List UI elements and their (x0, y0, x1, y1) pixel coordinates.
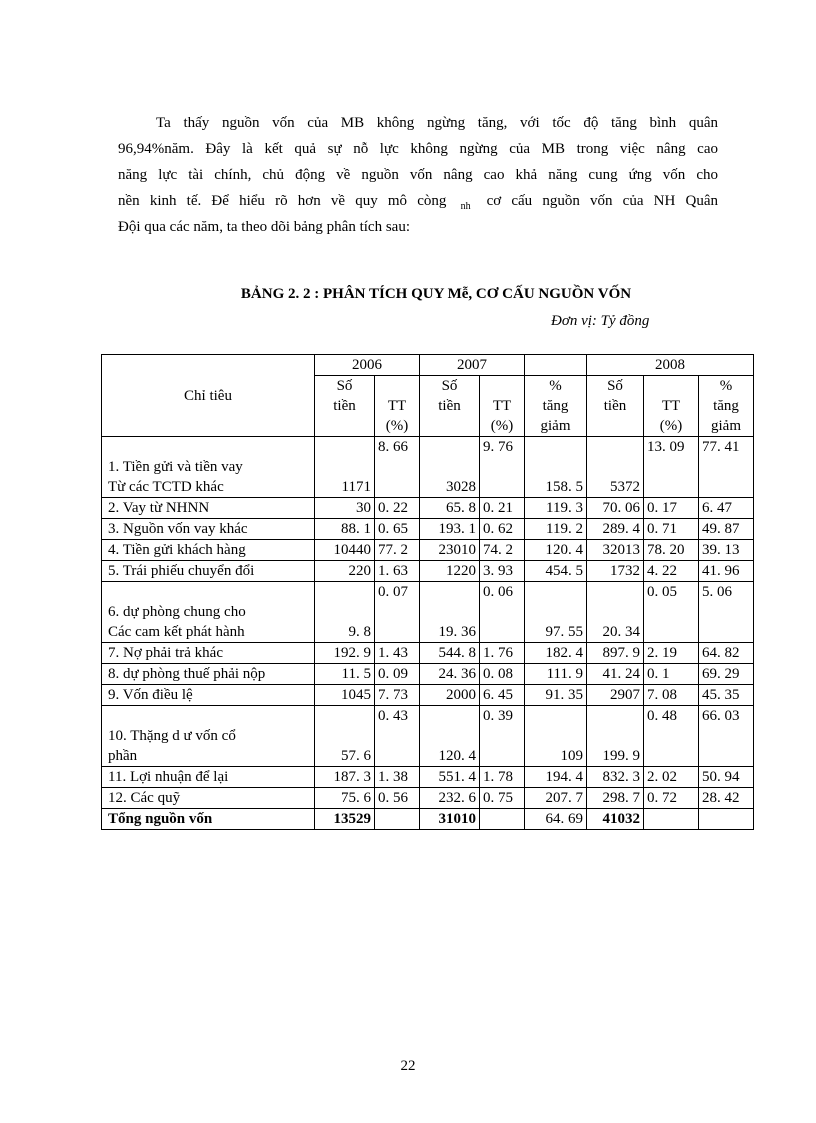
change-2007-cell: 120. 4 (525, 540, 587, 561)
total-amount-2006: 13529 (315, 809, 375, 830)
row-label: 1. Tiền gửi và tiền vay Từ các TCTD khác (102, 437, 315, 498)
table-row (102, 582, 754, 643)
amount-2007-cell: 24. 36 (420, 664, 480, 685)
empty-cell (375, 809, 420, 830)
row-label: 8. dự phòng thuế phải nộp (102, 664, 315, 685)
share-2006-cell: 8. 66 (375, 437, 420, 498)
share-2006-cell: 1. 38 (375, 767, 420, 788)
share-2006-cell: 77. 2 (375, 540, 420, 561)
page-number: 22 (400, 1058, 416, 1074)
intro-paragraph (118, 110, 718, 240)
table-title-prefix: BẢNG 2. 2 : (240, 286, 320, 302)
share-2006-cell: 0. 22 (375, 498, 420, 519)
change-2008-cell: 66. 03 (699, 706, 754, 767)
pct-change-header: % tăng giảm (525, 376, 587, 437)
header-row-years (102, 355, 754, 376)
change-2007-cell: 207. 7 (525, 788, 587, 809)
empty-cell (699, 809, 754, 830)
table-title (0, 286, 816, 303)
amount-2006-cell: 1045 (315, 685, 375, 706)
amount-2008-cell: 20. 34 (587, 582, 644, 643)
amount-2006-cell: 220 (315, 561, 375, 582)
change-2008-cell: 5. 06 (699, 582, 754, 643)
change-2008-cell: 39. 13 (699, 540, 754, 561)
change-2008-cell: 6. 47 (699, 498, 754, 519)
share-2008-cell: 0. 05 (644, 582, 699, 643)
share-2007-cell: 74. 2 (480, 540, 525, 561)
row-label: 9. Vốn điều lệ (102, 685, 315, 706)
amount-2006-cell: 88. 1 (315, 519, 375, 540)
amount-2008-cell: 1732 (587, 561, 644, 582)
table-row (102, 561, 754, 582)
share-2006-cell: 0. 09 (375, 664, 420, 685)
amount-2008-cell: 199. 9 (587, 706, 644, 767)
change-2007-cell: 111. 9 (525, 664, 587, 685)
change-2008-cell: 28. 42 (699, 788, 754, 809)
total-row (102, 809, 754, 830)
paragraph-line: Ta thấy nguồn vốn của MB không ngừng tăng, với tốc độ tăng bình quân (156, 115, 718, 131)
amount-2007-cell: 3028 (420, 437, 480, 498)
row-label: 3. Nguồn vốn vay khác (102, 519, 315, 540)
row-label: 5. Trái phiếu chuyển đổi (102, 561, 315, 582)
total-change-2007: 64. 69 (525, 809, 587, 830)
amount-2007-cell: 1220 (420, 561, 480, 582)
year-header: 2007 (420, 355, 525, 376)
amount-header: Số tiền (587, 376, 644, 437)
table-row (102, 519, 754, 540)
share-2008-cell: 4. 22 (644, 561, 699, 582)
table-row (102, 643, 754, 664)
table-title-text: PHÂN TÍCH QUY Mễ, CƠ CẤU NGUỒN VỐN (323, 286, 632, 302)
capital-structure-table (101, 354, 754, 830)
empty-cell (525, 355, 587, 376)
total-amount-2008: 41032 (587, 809, 644, 830)
empty-cell (480, 809, 525, 830)
year-header: 2008 (587, 355, 754, 376)
amount-2007-cell: 23010 (420, 540, 480, 561)
table-row (102, 767, 754, 788)
share-2007-cell: 0. 08 (480, 664, 525, 685)
paragraph-text: nền kinh tế. Để hiểu rõ hơn về quy mô còng (118, 193, 447, 209)
amount-2006-cell: 192. 9 (315, 643, 375, 664)
share-2006-cell: 1. 63 (375, 561, 420, 582)
amount-2007-cell: 65. 8 (420, 498, 480, 519)
share-2007-cell: 0. 06 (480, 582, 525, 643)
change-2007-cell: 109 (525, 706, 587, 767)
share-2007-cell: 1. 78 (480, 767, 525, 788)
share-2008-cell: 0. 71 (644, 519, 699, 540)
paragraph-line: Đội qua các năm, ta theo dõi bảng phân tích sau: (118, 219, 410, 235)
amount-2008-cell: 70. 06 (587, 498, 644, 519)
share-2006-cell: 0. 07 (375, 582, 420, 643)
amount-2007-cell: 551. 4 (420, 767, 480, 788)
year-header: 2006 (315, 355, 420, 376)
share-2007-cell: 1. 76 (480, 643, 525, 664)
share-2007-cell: 3. 93 (480, 561, 525, 582)
row-label: 11. Lợi nhuận để lại (102, 767, 315, 788)
share-2007-cell: 9. 76 (480, 437, 525, 498)
table-row (102, 788, 754, 809)
change-2008-cell: 69. 29 (699, 664, 754, 685)
table-row (102, 498, 754, 519)
change-2007-cell: 97. 55 (525, 582, 587, 643)
unit-label: Đơn vị: Tỷ đồng (551, 313, 650, 329)
row-label: 10. Thặng d ư vốn cổ phần (102, 706, 315, 767)
amount-2007-cell: 232. 6 (420, 788, 480, 809)
change-2007-cell: 119. 2 (525, 519, 587, 540)
amount-2006-cell: 57. 6 (315, 706, 375, 767)
amount-2008-cell: 2907 (587, 685, 644, 706)
table-row (102, 540, 754, 561)
row-label: 12. Các quỹ (102, 788, 315, 809)
share-2006-cell: 0. 65 (375, 519, 420, 540)
amount-2006-cell: 11. 5 (315, 664, 375, 685)
change-2007-cell: 454. 5 (525, 561, 587, 582)
share-2008-cell: 2. 19 (644, 643, 699, 664)
indicator-header: Chỉ tiêu (102, 355, 315, 437)
row-label: 2. Vay từ NHNN (102, 498, 315, 519)
paragraph-line (118, 188, 718, 214)
share-header: TT (%) (480, 376, 525, 437)
change-2008-cell: 45. 35 (699, 685, 754, 706)
change-2008-cell: 41. 96 (699, 561, 754, 582)
share-2007-cell: 6. 45 (480, 685, 525, 706)
row-label: 6. dự phòng chung cho Các cam kết phát hành (102, 582, 315, 643)
amount-2006-cell: 1171 (315, 437, 375, 498)
amount-2007-cell: 2000 (420, 685, 480, 706)
share-2008-cell: 13. 09 (644, 437, 699, 498)
change-2007-cell: 194. 4 (525, 767, 587, 788)
share-2006-cell: 7. 73 (375, 685, 420, 706)
share-2008-cell: 0. 1 (644, 664, 699, 685)
change-2007-cell: 182. 4 (525, 643, 587, 664)
share-2007-cell: 0. 21 (480, 498, 525, 519)
amount-2008-cell: 5372 (587, 437, 644, 498)
amount-2006-cell: 187. 3 (315, 767, 375, 788)
amount-2008-cell: 289. 4 (587, 519, 644, 540)
amount-2008-cell: 897. 9 (587, 643, 644, 664)
share-2008-cell: 0. 17 (644, 498, 699, 519)
share-2008-cell: 7. 08 (644, 685, 699, 706)
pct-change-header: % tăng giảm (699, 376, 754, 437)
amount-2007-cell: 120. 4 (420, 706, 480, 767)
change-2007-cell: 119. 3 (525, 498, 587, 519)
share-2007-cell: 0. 75 (480, 788, 525, 809)
amount-2006-cell: 10440 (315, 540, 375, 561)
share-header: TT (%) (644, 376, 699, 437)
table-row (102, 685, 754, 706)
amount-header: Số tiền (420, 376, 480, 437)
total-label: Tổng nguồn vốn (102, 809, 315, 830)
paragraph-line: 96,94%năm. Đây là kết quả sự nỗ lực không ngừng của MB trong việc nâng cao (118, 141, 718, 157)
table-row (102, 664, 754, 685)
change-2008-cell: 64. 82 (699, 643, 754, 664)
amount-header: Số tiền (315, 376, 375, 437)
share-2008-cell: 0. 48 (644, 706, 699, 767)
total-amount-2007: 31010 (420, 809, 480, 830)
row-label: 7. Nợ phải trả khác (102, 643, 315, 664)
amount-2007-cell: 544. 8 (420, 643, 480, 664)
amount-2008-cell: 298. 7 (587, 788, 644, 809)
share-2007-cell: 0. 39 (480, 706, 525, 767)
subscript-text: nh (460, 201, 471, 212)
amount-2008-cell: 41. 24 (587, 664, 644, 685)
amount-2008-cell: 32013 (587, 540, 644, 561)
empty-cell (644, 809, 699, 830)
table-row (102, 437, 754, 498)
amount-2006-cell: 30 (315, 498, 375, 519)
paragraph-text: cơ cấu nguồn vốn của NH Quân (486, 193, 718, 209)
amount-2006-cell: 75. 6 (315, 788, 375, 809)
paragraph-line: năng lực tài chính, chủ động về nguồn vốn nâng cao khả năng cung ứng vốn cho (118, 167, 718, 183)
share-2008-cell: 0. 72 (644, 788, 699, 809)
share-2008-cell: 2. 02 (644, 767, 699, 788)
share-2006-cell: 1. 43 (375, 643, 420, 664)
share-header: TT (%) (375, 376, 420, 437)
share-2006-cell: 0. 56 (375, 788, 420, 809)
row-label: 4. Tiền gửi khách hàng (102, 540, 315, 561)
change-2008-cell: 50. 94 (699, 767, 754, 788)
change-2007-cell: 91. 35 (525, 685, 587, 706)
share-2008-cell: 78. 20 (644, 540, 699, 561)
amount-2006-cell: 9. 8 (315, 582, 375, 643)
share-2006-cell: 0. 43 (375, 706, 420, 767)
share-2007-cell: 0. 62 (480, 519, 525, 540)
change-2008-cell: 49. 87 (699, 519, 754, 540)
table-row (102, 706, 754, 767)
amount-2007-cell: 193. 1 (420, 519, 480, 540)
amount-2007-cell: 19. 36 (420, 582, 480, 643)
amount-2008-cell: 832. 3 (587, 767, 644, 788)
change-2007-cell: 158. 5 (525, 437, 587, 498)
change-2008-cell: 77. 41 (699, 437, 754, 498)
